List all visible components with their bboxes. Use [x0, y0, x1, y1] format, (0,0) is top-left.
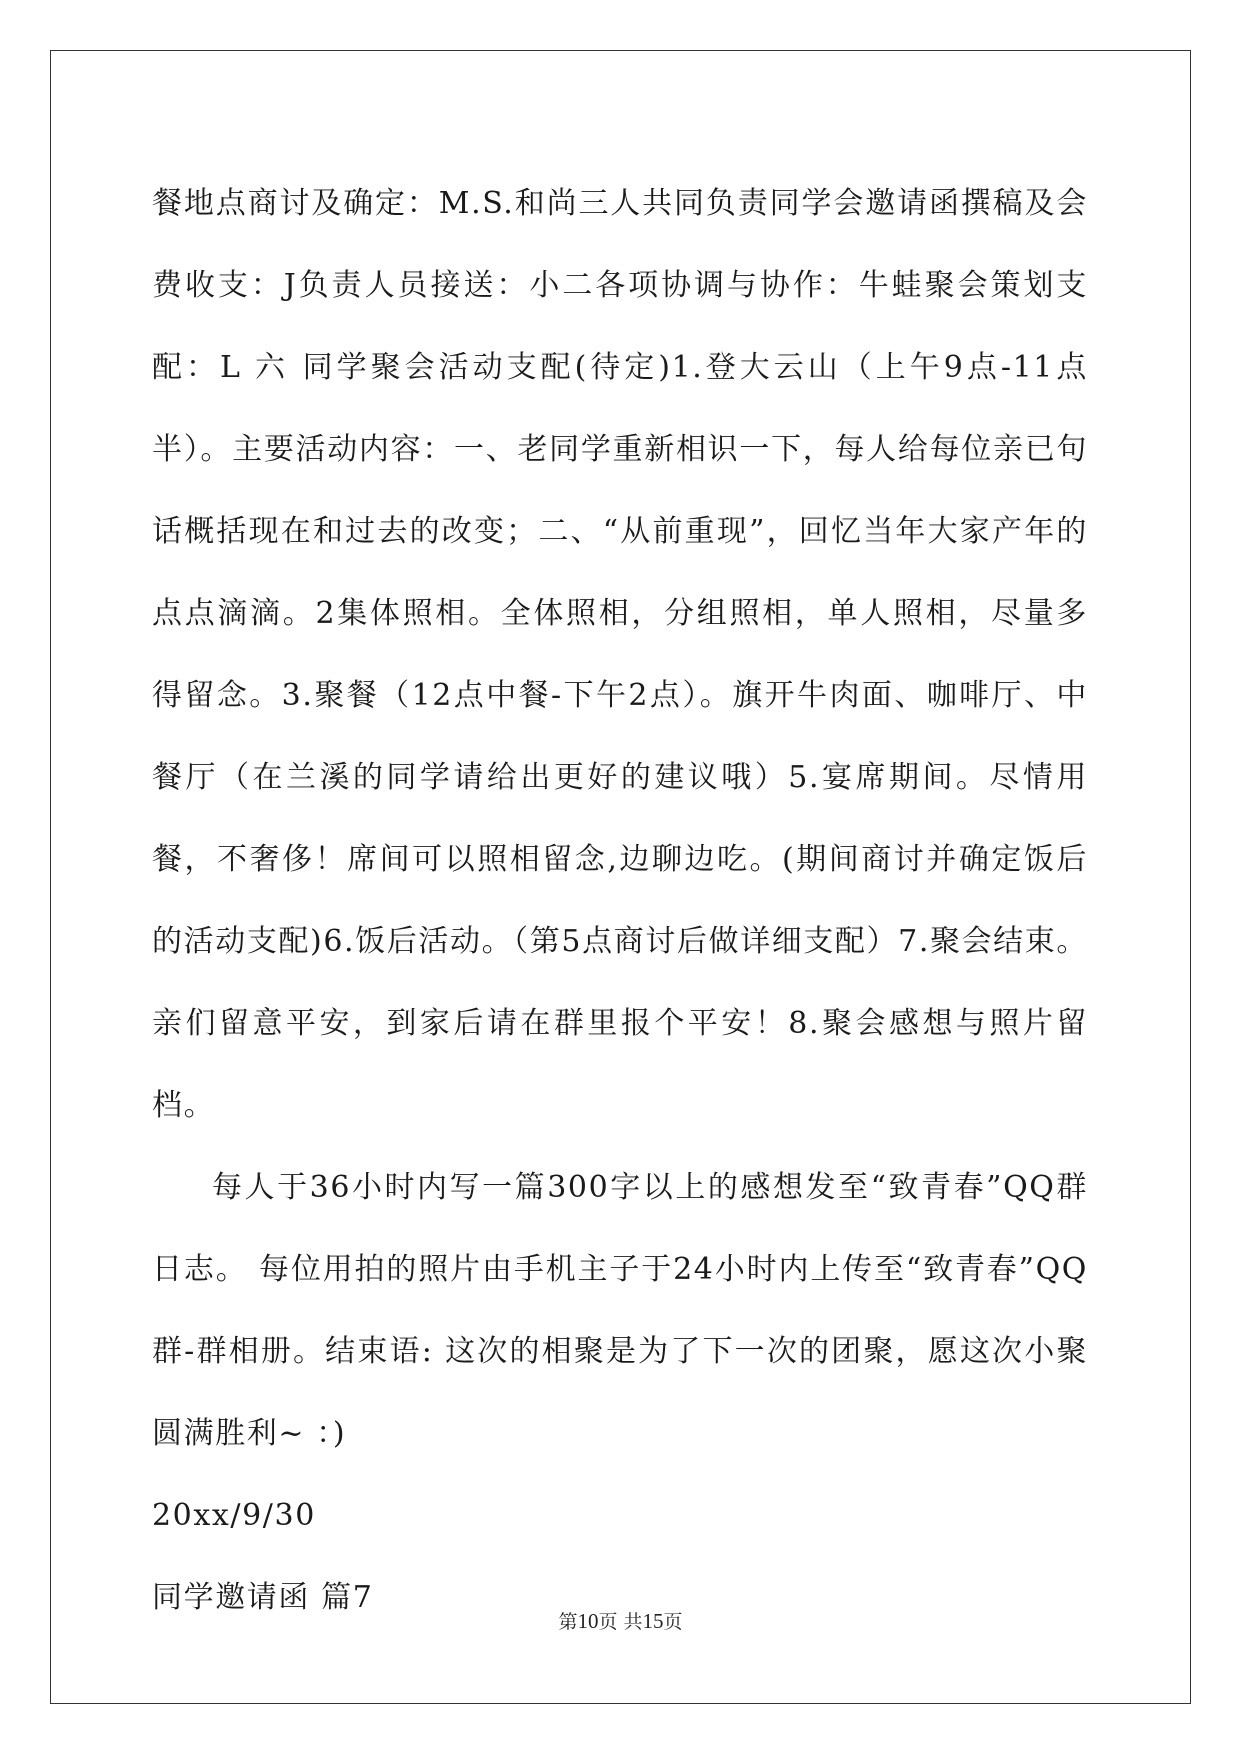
- current-page-number: 10: [577, 1609, 599, 1633]
- footer-suffix: 页: [663, 1611, 683, 1633]
- total-page-number: 15: [642, 1609, 664, 1633]
- footer-middle: 页 共: [598, 1611, 643, 1633]
- date-line: 20xx/9/30: [152, 1498, 316, 1533]
- section-heading: 同学邀请函 篇7: [152, 1580, 374, 1615]
- body-paragraph-2: 每人于36小时内写一篇300字以上的感想发至“致青春”QQ群日志。 每位用拍的照片由手机主子于24小时内上传至“致青春”QQ群-群相册。结束语: 这次的相聚是为了下一次的团聚，愿这次小聚圆满胜利~ ：): [152, 1170, 1088, 1451]
- footer-prefix: 第: [558, 1611, 578, 1633]
- body-paragraph-1: 餐地点商讨及确定：M.S.和尚三人共同负责同学会邀请函撰稿及会费收支：J负责人员接送：小二各项协调与协作：牛蛙聚会策划支配：L 六 同学聚会活动支配(待定)1.登大云山（上午9点-11点半）。主要活动内容：一、老同学重新相识一下，每人给每位亲已句话概括现在和过去的改变；二、“从前重现”，回忆当年大家产年的点点滴滴。2集体照相。全体照相，分组照相，单人照相，尽量多得留念。3.聚餐（12点中餐-下午2点）。旗开牛肉面、咖啡厅、中餐厅（在兰溪的同学请给出更好的建议哦）5.宴席期间。尽情用餐，不奢侈！席间可以照相留念,边聊边吃。(期间商讨并确定饭后的活动支配)6.饭后活动。（第5点商讨后做详细支配）7.聚会结束。亲们留意平安，到家后请在群里报个平安！8.聚会感想与照片留档。: [152, 186, 1088, 1123]
- document-body: [152, 163, 1088, 1639]
- page-number-footer: [0, 1607, 1241, 1634]
